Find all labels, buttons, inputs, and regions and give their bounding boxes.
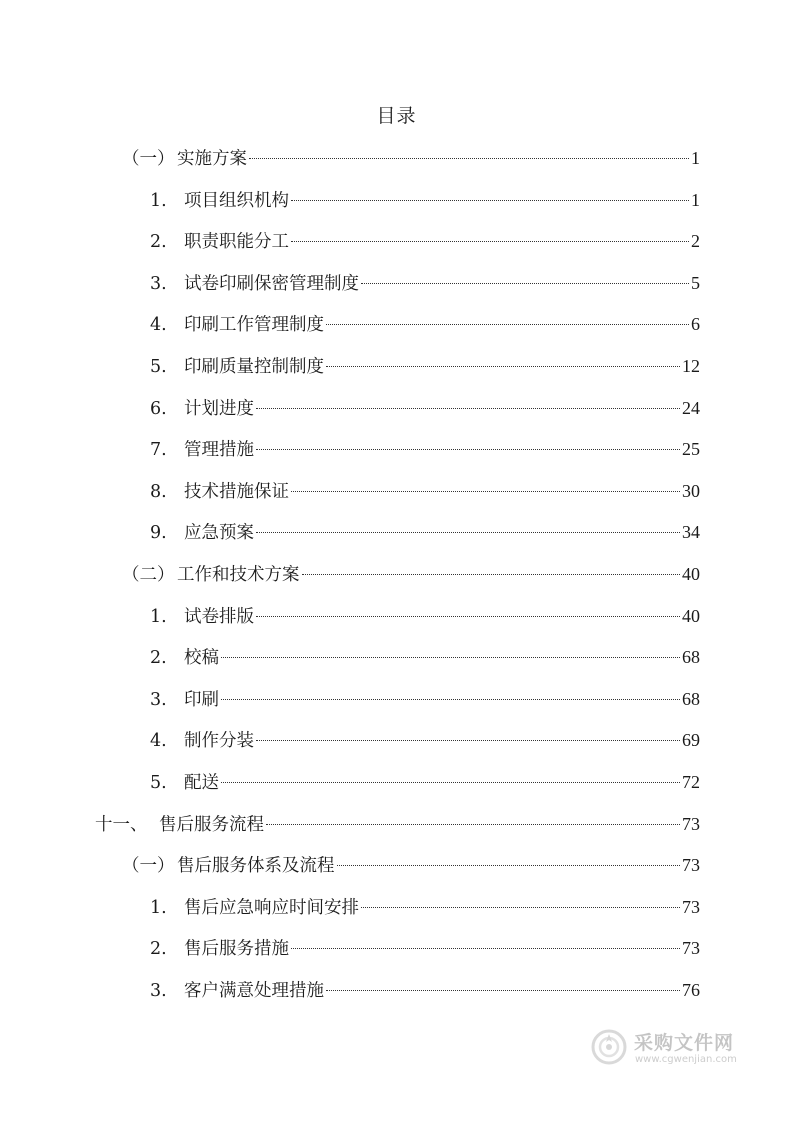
toc-entry-number: 2. [150, 648, 167, 669]
toc-entry-number: 2. [150, 939, 167, 960]
toc-entry-number: 4. [150, 731, 167, 752]
toc-entry[interactable] [150, 227, 700, 255]
toc-entry-text: 配送 [184, 773, 219, 793]
toc-entry-text: 工作和技术方案 [177, 565, 300, 585]
toc-entry-page: 1 [691, 189, 700, 210]
toc-entry-number: 3. [150, 273, 167, 294]
toc-entry-page: 73 [682, 813, 700, 834]
watermark [590, 1026, 760, 1070]
toc-entry[interactable] [150, 477, 700, 505]
toc-leader-dots [326, 366, 680, 367]
toc-leader-dots [361, 283, 689, 284]
toc-entry-text: 试卷印刷保密管理制度 [184, 273, 359, 294]
toc-leader-dots [249, 158, 689, 159]
toc-entry-number: 2. [150, 232, 167, 253]
toc-entry-page: 1 [691, 148, 700, 168]
toc-entry-number: 3. [150, 689, 167, 710]
toc-entry-number: 5. [150, 357, 167, 377]
toc-leader-dots [256, 532, 680, 533]
toc-entry-number: 1. [150, 606, 167, 627]
toc-entry-number: 8. [150, 481, 167, 502]
toc-entry-page: 25 [682, 439, 700, 460]
toc-entry[interactable] [150, 394, 700, 422]
toc-leader-dots [221, 782, 680, 783]
cgwenjian-logo-icon [590, 1028, 628, 1066]
toc-entry-number: 7. [150, 440, 167, 461]
toc-entry-text: 计划进度 [184, 398, 254, 419]
toc-entry-number: 1. [150, 190, 167, 211]
toc-leader-dots [326, 324, 689, 325]
toc-entry-page: 72 [682, 772, 700, 792]
toc-leader-dots [256, 740, 680, 741]
toc-entry[interactable] [122, 851, 700, 879]
toc-entry-text: 管理措施 [184, 440, 254, 461]
toc-entry-number: （二） [122, 565, 175, 585]
toc-entry-number: 十一、 [95, 814, 148, 835]
toc-entry[interactable] [150, 893, 700, 921]
toc-entry-text: 售后服务流程 [159, 814, 264, 835]
toc-title: 目录 [376, 105, 417, 127]
toc-entry-text: 制作分装 [184, 731, 254, 752]
toc-entry-page: 73 [682, 896, 700, 917]
toc-entry-number: 6. [150, 398, 167, 419]
toc-entry[interactable] [150, 726, 700, 754]
toc-entry-text: 项目组织机构 [184, 190, 289, 211]
toc-entry[interactable] [150, 435, 700, 463]
toc-entry-text: 实施方案 [177, 149, 247, 169]
toc-entry-page: 40 [682, 605, 700, 626]
toc-leader-dots [291, 948, 680, 949]
toc-entry-page: 73 [682, 938, 700, 959]
toc-entry-page: 76 [682, 980, 700, 1000]
toc-entry-page: 6 [691, 314, 700, 335]
toc-entry-page: 73 [682, 855, 700, 876]
toc-entry-text: 印刷质量控制制度 [184, 357, 324, 377]
toc-entry[interactable] [150, 352, 700, 380]
toc-entry-text: 技术措施保证 [184, 481, 289, 502]
toc-entry-text: 售后服务措施 [184, 939, 289, 960]
toc-entry-page: 24 [682, 397, 700, 418]
toc-leader-dots [326, 990, 680, 991]
toc-entry[interactable] [150, 934, 700, 962]
toc-entry-text: 校稿 [184, 648, 219, 669]
toc-entry[interactable] [95, 810, 700, 838]
toc-entry-page: 12 [682, 356, 700, 376]
toc-entry-number: 5. [150, 773, 167, 793]
toc-entry[interactable] [150, 643, 700, 671]
toc-leader-dots [256, 449, 680, 450]
toc-leader-dots [256, 616, 680, 617]
toc-entry-number: 1. [150, 897, 167, 918]
toc-entry[interactable] [150, 518, 700, 546]
toc-leader-dots [291, 200, 689, 201]
toc-entry-page: 68 [682, 647, 700, 668]
toc-entry-page: 69 [682, 730, 700, 751]
toc-entry-text: 印刷工作管理制度 [184, 315, 324, 336]
toc-entry-number: 9. [150, 523, 167, 544]
toc-entry-number: 4. [150, 315, 167, 336]
toc-entry-text: 客户满意处理措施 [184, 981, 324, 1001]
toc-entry-text: 售后应急响应时间安排 [184, 897, 359, 918]
toc-entry-number: 3. [150, 981, 167, 1001]
toc-entry-page: 5 [691, 272, 700, 293]
toc-entry[interactable] [150, 310, 700, 338]
toc-leader-dots [266, 824, 680, 825]
toc-entry-page: 34 [682, 522, 700, 543]
toc-entry-page: 30 [682, 480, 700, 501]
toc-entry-page: 68 [682, 688, 700, 709]
toc-entry[interactable] [122, 560, 700, 588]
toc-entry[interactable] [150, 685, 700, 713]
toc-entry-page: 2 [691, 231, 700, 252]
toc-entry[interactable] [150, 186, 700, 214]
toc-leader-dots [291, 241, 689, 242]
toc-entry[interactable] [150, 269, 700, 297]
toc-leader-dots [302, 574, 681, 575]
toc-leader-dots [221, 699, 680, 700]
toc-entry-text: 印刷 [184, 689, 219, 710]
watermark-name: 采购文件网 [634, 1032, 735, 1054]
toc-leader-dots [361, 907, 680, 908]
toc-entry-page: 40 [682, 564, 700, 584]
toc-entry[interactable] [150, 976, 700, 1004]
toc-entry[interactable] [150, 602, 700, 630]
toc-entry-text: 职责职能分工 [184, 232, 289, 253]
toc-entry-text: 售后服务体系及流程 [177, 856, 335, 877]
watermark-url: www.cgwenjian.com [635, 1054, 737, 1065]
toc-leader-dots [337, 865, 681, 866]
toc-entry-text: 试卷排版 [184, 606, 254, 627]
toc-entry[interactable] [150, 768, 700, 796]
toc-leader-dots [256, 408, 680, 409]
toc-entry-text: 应急预案 [184, 523, 254, 544]
toc-entry-number: （一） [122, 856, 175, 877]
toc-entry-number: （一） [122, 149, 175, 169]
toc-leader-dots [291, 491, 680, 492]
toc-leader-dots [221, 657, 680, 658]
toc-entry[interactable] [122, 144, 700, 172]
